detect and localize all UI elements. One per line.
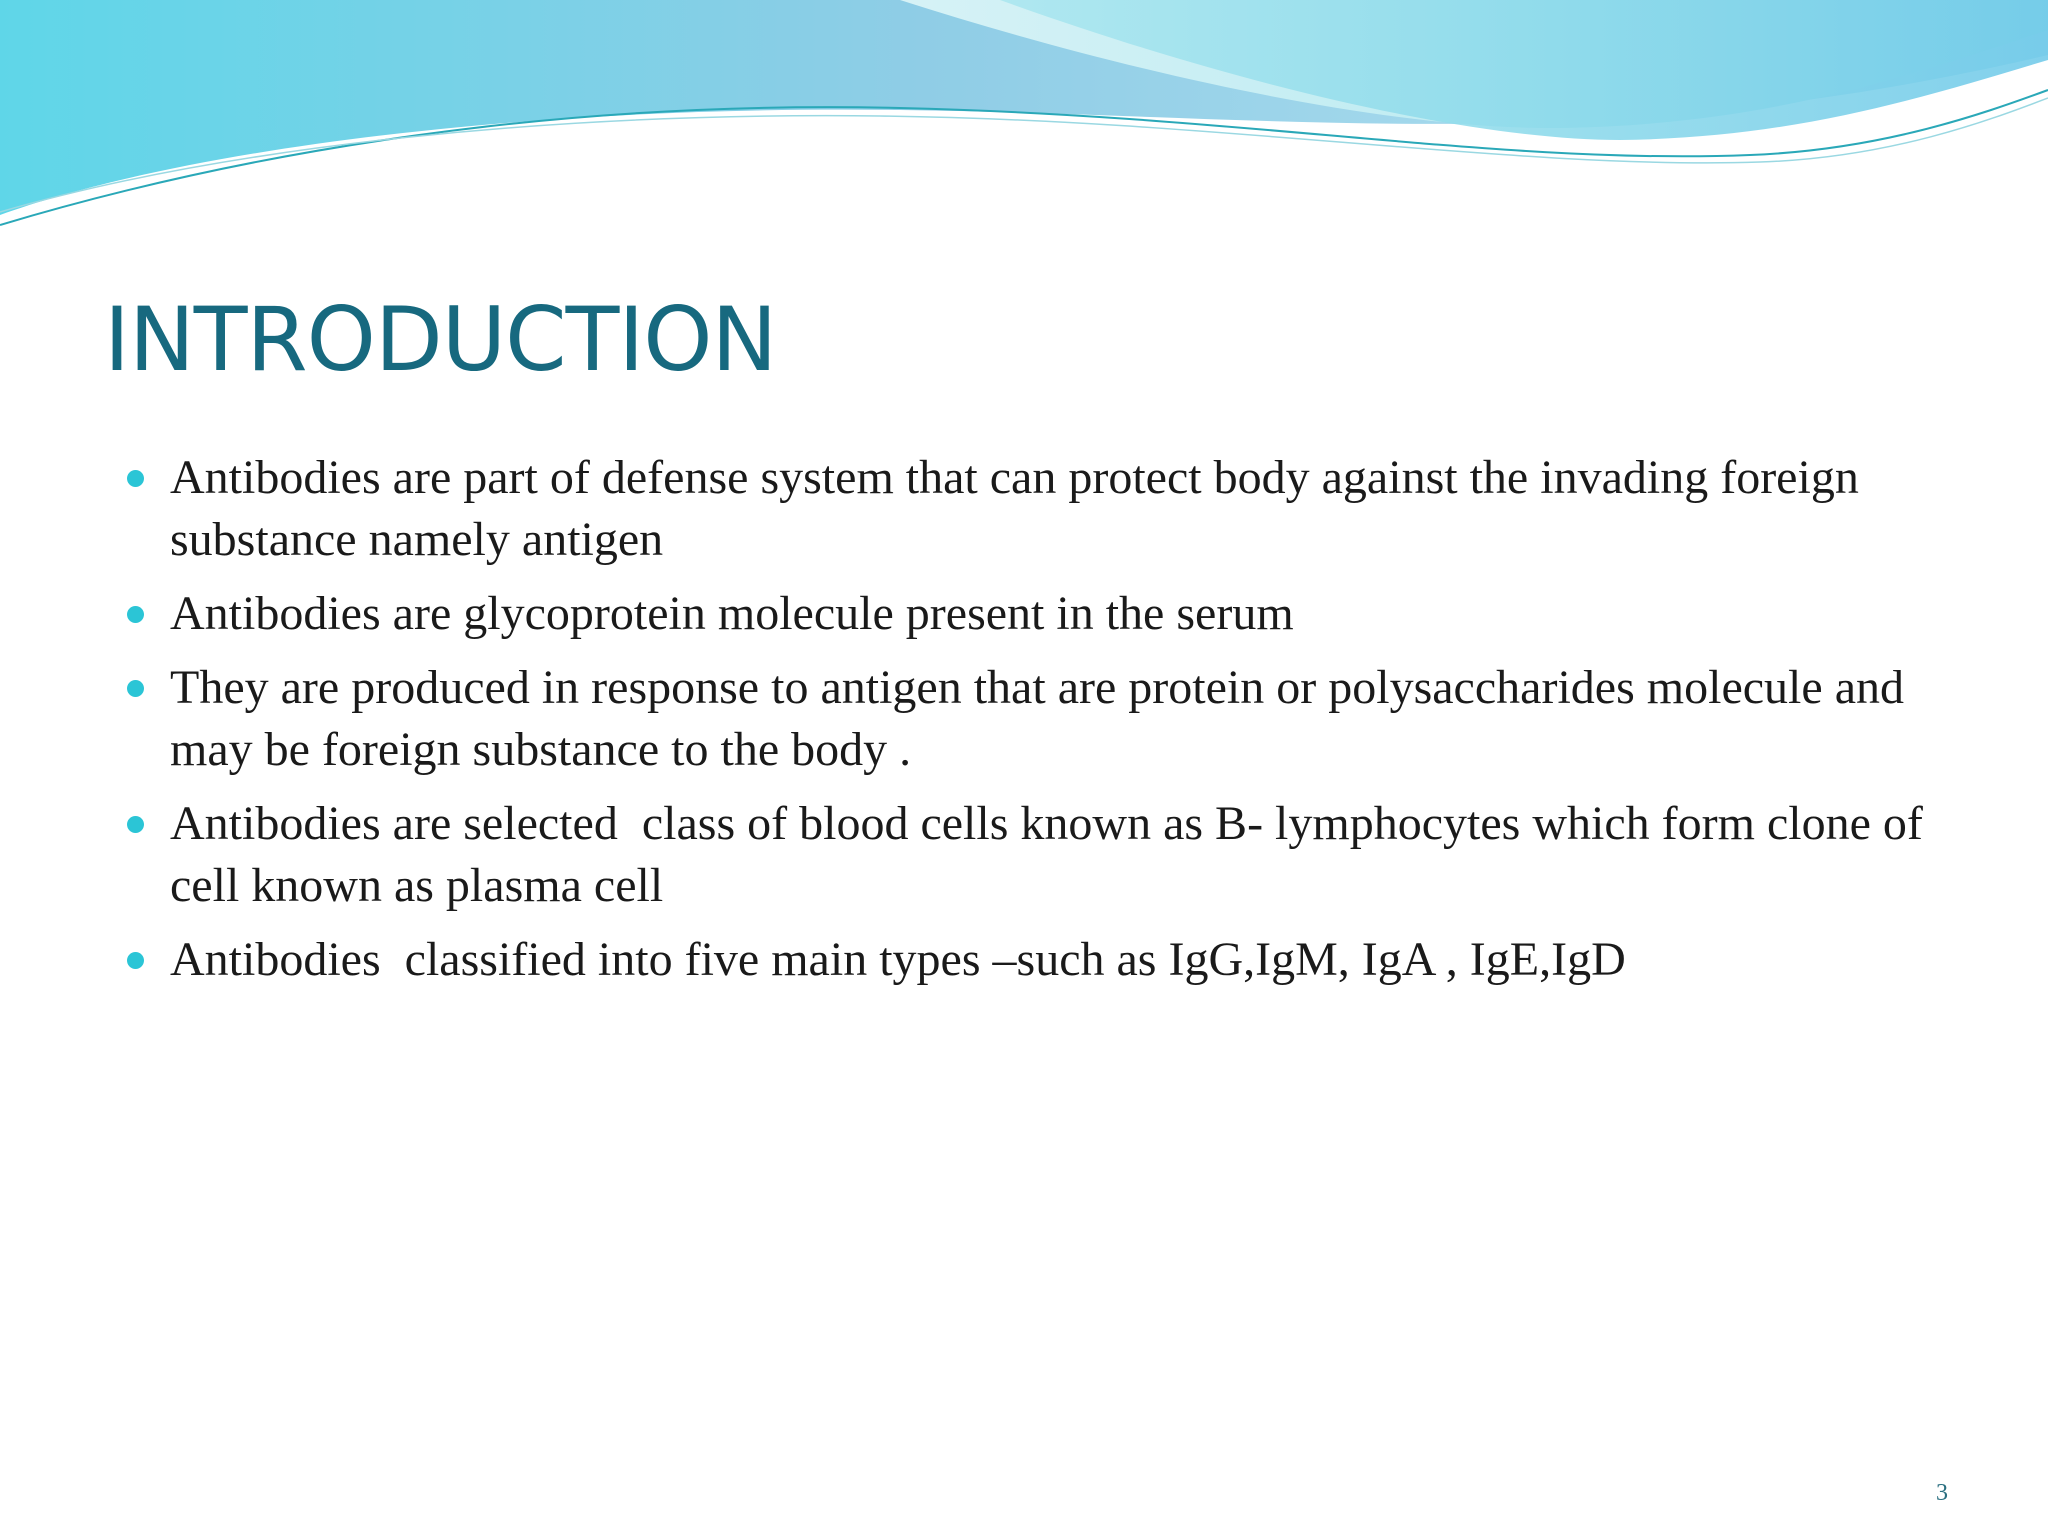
bullet-item — [0, 793, 2048, 917]
bullet-text: Antibodies are selected class of blood cells known as B- lymphocytes which form clone of cell known as plasma cell — [170, 797, 1935, 912]
page-number: 3 — [1936, 1480, 1948, 1506]
bullet-text: Antibodies are glycoprotein molecule present in the serum — [170, 587, 1294, 640]
bullet-text: They are produced in response to antigen that are protein or polysaccharides molecule and may be foreign substance to the body . — [170, 661, 1916, 776]
bullet-text: Antibodies classified into five main types –such as IgG,IgM, IgA , IgE,IgD — [170, 933, 1626, 986]
bullet-text: Antibodies are part of defense system that can protect body against the invading foreign substance namely antigen — [170, 451, 1871, 566]
bullet-dot-icon — [127, 952, 144, 969]
header-wave-decoration — [0, 0, 2048, 240]
bullet-item — [0, 929, 2048, 991]
bullet-item — [0, 583, 2048, 645]
bullet-dot-icon — [127, 816, 144, 833]
bullet-dot-icon — [127, 470, 144, 487]
bullet-list — [0, 447, 2048, 1003]
bullet-dot-icon — [127, 680, 144, 697]
bullet-dot-icon — [127, 606, 144, 623]
slide-title: INTRODUCTION — [104, 288, 777, 391]
bullet-item — [0, 657, 2048, 781]
bullet-item — [0, 447, 2048, 571]
